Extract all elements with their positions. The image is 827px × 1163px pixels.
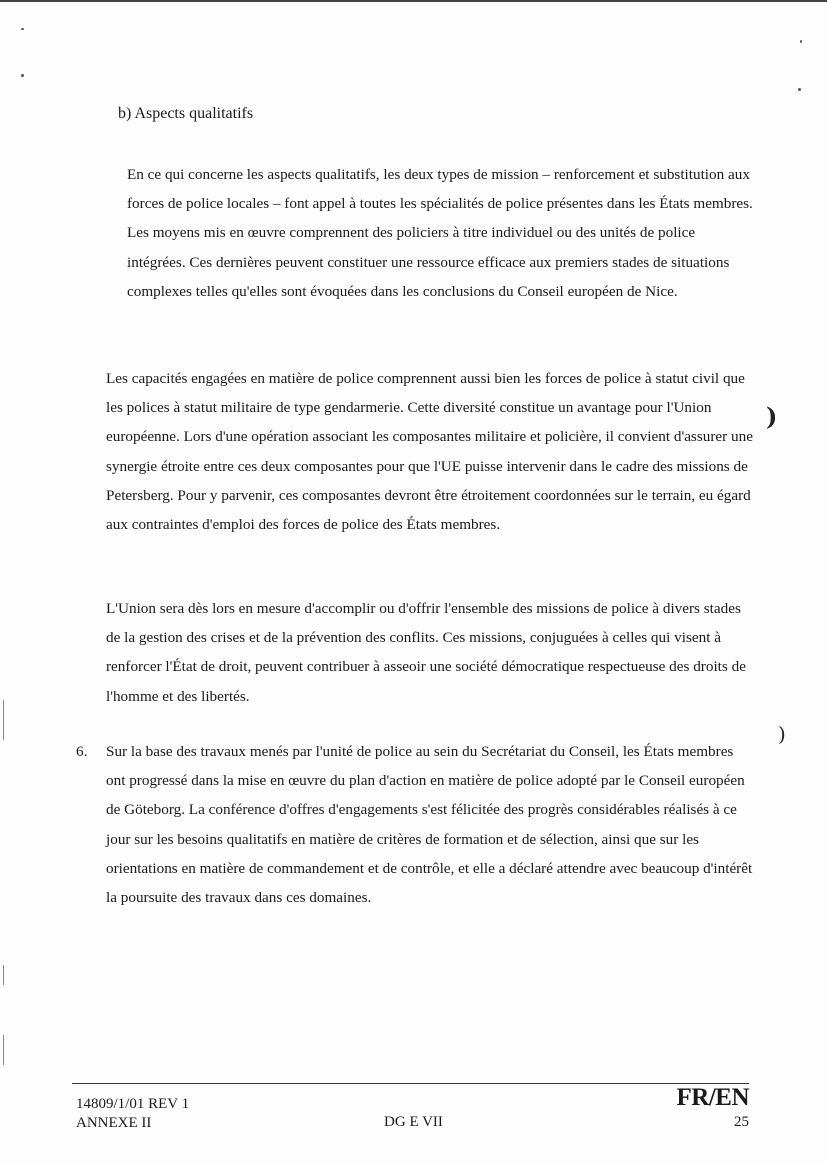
item-6-number: 6. (76, 743, 88, 760)
scan-speck (21, 74, 24, 77)
binding-hole-mark: ) (778, 722, 786, 746)
footer-rule (72, 1083, 749, 1084)
item-6-text: Sur la base des travaux menés par l'unité de police au sein du Secrétariat du Conseil, les États membres ont progressé dans la mise en œuvre du plan d'action en matière de police adopté par le Conseil européen de Göteborg. La conférence d'offres d'engagements s'est félicitée des progrès considérables réalisés à ce jour sur les besoins qualitatifs en matière de critères de formation et de sélection, ainsi que sur les orientations en matière de commandement et de contrôle, et elle a déclaré attendre avec beaucoup d'intérêt la poursuite des travaux dans ces domaines. (106, 743, 753, 907)
footer-document-reference: 14809/1/01 REV 1 (76, 1096, 190, 1112)
paragraph-police-capacities: Les capacités engagées en matière de police comprennent aussi bien les forces de police à statut civil que les polices à statut militaire de type gendarmerie. Cette diversité constitue un avantage pour l'Union européenne. Lors d'une opération associant les composantes militaire et policière, il convient d'assurer une synergie étroite entre ces deux composantes pour que l'UE puisse intervenir dans le cadre des missions de Petersberg. Pour y parvenir, ces composantes devront être étroitement coordonnées sur le terrain, eu égard aux contraintes d'emploi des forces de police des États membres. (106, 370, 753, 534)
scan-edge-line (3, 1035, 4, 1065)
footer-page-number: 25 (734, 1114, 749, 1130)
top-scan-edge (0, 0, 827, 2)
scan-speck (798, 88, 801, 91)
scan-speck (21, 28, 24, 30)
footer-directorate: DG E VII (384, 1114, 443, 1130)
scan-edge-line (3, 965, 4, 985)
scan-speck (800, 40, 802, 43)
paragraph-qualitative-aspects: En ce qui concerne les aspects qualitatifs, les deux types de mission – renforcement et substitution aux forces de police locales – font appel à toutes les spécialités de police présentes dans les États membres. Les moyens mis en œuvre comprennent des policiers à titre individuel ou des unités de police intégrées. Ces dernières peuvent constituer une ressource efficace aux premiers stades de situations complexes telles qu'elles sont évoquées dans les conclusions du Conseil européen de Nice. (127, 166, 753, 300)
section-b-heading: b) Aspects qualitatifs (118, 105, 254, 122)
paragraph-union-missions: L'Union sera dès lors en mesure d'accomplir ou d'offrir l'ensemble des missions de police à divers stades de la gestion des crises et de la prévention des conflits. Ces missions, conjuguées à celles qui visent à renforcer l'État de droit, peuvent contribuer à asseoir une société démocratique respectueuse des droits de l'homme et des libertés. (106, 600, 746, 705)
binding-hole-mark: ) (766, 402, 778, 431)
footer-languages: FR/EN (676, 1084, 749, 1111)
scan-edge-line (3, 700, 4, 740)
footer-annex: ANNEXE II (76, 1115, 152, 1131)
